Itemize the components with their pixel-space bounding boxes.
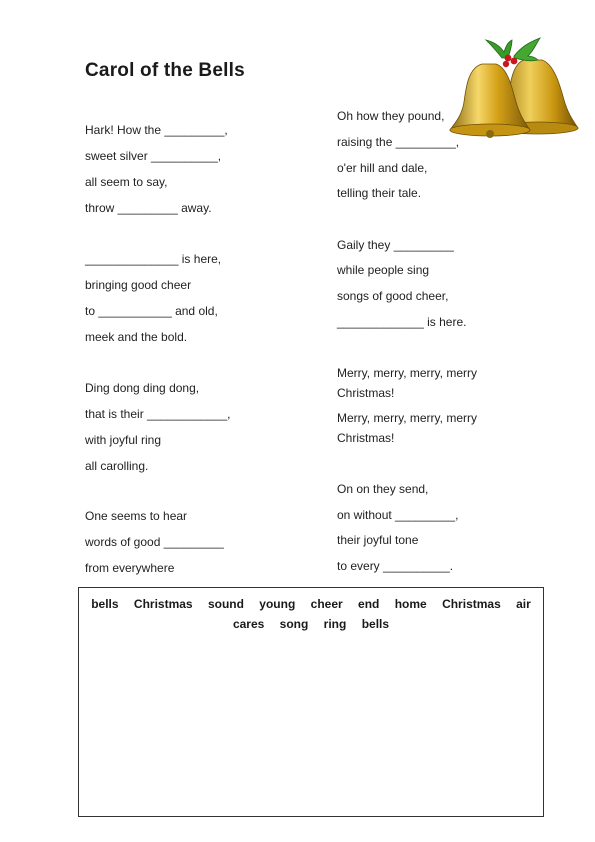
word-bank: [79, 594, 543, 634]
word-bank-word: Christmas: [133, 597, 193, 611]
lyric-line: on without _________,: [337, 508, 459, 522]
lyric-line: to ___________ and old,: [85, 304, 218, 318]
word-bank-word: cares: [232, 617, 265, 631]
word-bank-word: air: [516, 597, 531, 611]
lyric-line: while people sing: [337, 263, 430, 277]
lyric-line: telling their tale.: [337, 186, 422, 200]
word-bank-word: song: [279, 617, 309, 631]
lyric-line: Christmas!: [337, 386, 395, 400]
lyric-line: Merry, merry, merry, merry: [337, 366, 477, 380]
word-bank-word: home: [394, 597, 427, 611]
lyric-line: ______________ is here,: [85, 252, 222, 266]
lyric-line: all carolling.: [85, 459, 149, 473]
lyric-line: Merry, merry, merry, merry: [337, 411, 477, 425]
page-title: Carol of the Bells: [85, 60, 245, 81]
lyric-line: Hark! How the _________,: [85, 123, 228, 137]
word-bank-row-1: [79, 594, 543, 614]
lyric-line: words of good _________: [85, 535, 224, 549]
lyric-line: Ding dong ding dong,: [85, 381, 200, 395]
word-bank-word: bells: [361, 617, 390, 631]
lyric-line: raising the _________,: [337, 135, 460, 149]
lyric-line: throw _________ away.: [85, 201, 212, 215]
lyric-line: their joyful tone: [337, 533, 419, 547]
lyric-line: Christmas!: [337, 431, 395, 445]
lyric-line: all seem to say,: [85, 175, 168, 189]
lyric-line: One seems to hear: [85, 509, 188, 523]
lyric-line: sweet silver __________,: [85, 149, 222, 163]
word-bank-word: cheer: [310, 597, 343, 611]
lyric-line: bringing good cheer: [85, 278, 192, 292]
word-bank-word: bells: [91, 597, 119, 611]
word-bank-word: end: [358, 597, 380, 611]
lyric-line: On on they send,: [337, 482, 429, 496]
word-bank-box: [78, 587, 544, 817]
lyric-line: songs of good cheer,: [337, 289, 449, 303]
lyric-line: Oh how they pound,: [337, 109, 445, 123]
word-bank-word: Christmas: [442, 597, 501, 611]
lyric-line: with joyful ring: [85, 433, 162, 447]
word-bank-word: young: [259, 597, 296, 611]
word-bank-word: sound: [207, 597, 244, 611]
lyric-line: _____________ is here.: [337, 315, 467, 329]
christmas-bells-icon: [442, 30, 582, 140]
lyric-line: o'er hill and dale,: [337, 161, 428, 175]
lyric-line: that is their ____________,: [85, 407, 231, 421]
lyric-line: from everywhere: [85, 561, 175, 575]
lyric-line: meek and the bold.: [85, 330, 188, 344]
lyric-line: to every __________.: [337, 559, 454, 573]
word-bank-row-2: [79, 614, 543, 634]
lyric-line: Gaily they _________: [337, 238, 454, 252]
word-bank-word: ring: [323, 617, 347, 631]
